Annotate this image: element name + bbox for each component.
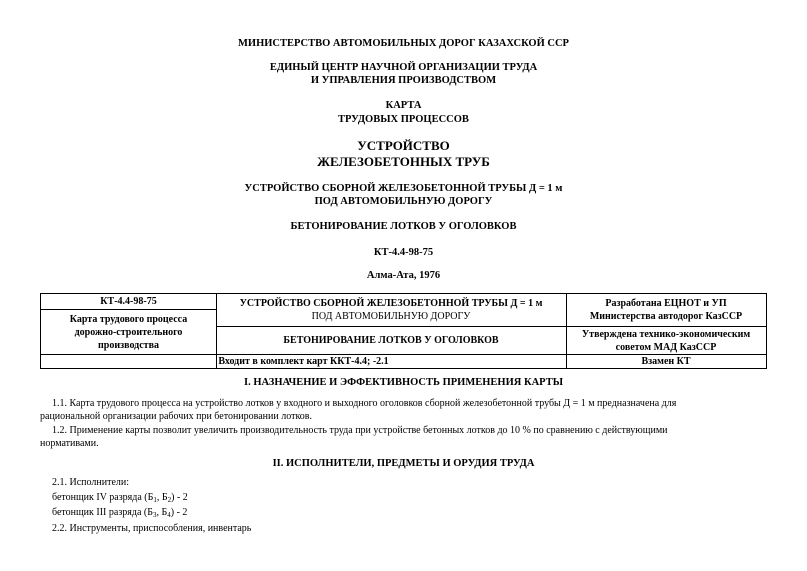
card-label-line2: ТРУДОВЫХ ПРОЦЕССОВ xyxy=(338,114,469,125)
worker-line-2: бетонщик III разряда ($Б_3$, $Б_4) - 2$ xyxy=(52,507,188,519)
center-name-line2: И УПРАВЛЕНИЯ ПРОИЗВОДСТВОМ xyxy=(310,75,497,86)
card-code: КТ-4.4-98-75 xyxy=(373,247,434,258)
place-year: Алма-Ата, 1976 xyxy=(366,270,441,281)
para-1-1-line1: 1.1. Карта трудового процесса на устройство лотков у входного и выходного оголовков сборной железобетонной трубы Д = 1 м предназначена для xyxy=(52,398,677,409)
card-type-line3: производства xyxy=(98,340,159,351)
subtitle-line2: ПОД АВТОМОБИЛЬНУЮ ДОРОГУ xyxy=(314,196,493,207)
header-title-line2: ПОД АВТОМОБИЛЬНУЮ ДОРОГУ xyxy=(311,311,471,322)
developed-by-line2: Министерства автодорог КазССР xyxy=(589,311,743,322)
section2-heading: II. ИСПОЛНИТЕЛИ, ПРЕДМЕТЫ И ОРУДИЯ ТРУДА xyxy=(272,458,535,469)
item-2-2: 2.2. Инструменты, приспособления, инвентарь xyxy=(52,523,252,534)
header-topic: БЕТОНИРОВАНИЕ ЛОТКОВ У ОГОЛОВКОВ xyxy=(283,335,499,346)
center-name-line1: ЕДИНЫЙ ЦЕНТР НАУЧНОЙ ОРГАНИЗАЦИИ ТРУДА xyxy=(269,62,538,73)
worker-line-1: бетонщик IV разряда ($Б_1$, $Б_2) - 2$ xyxy=(52,492,188,504)
card-type-line1: Карта трудового процесса xyxy=(69,314,188,325)
replaces-info: Взамен КТ xyxy=(641,356,691,367)
card-type-line2: дорожно-строительного xyxy=(74,327,183,338)
subtitle-line1: УСТРОЙСТВО СБОРНОЙ ЖЕЛЕЗОБЕТОННОЙ ТРУБЫ Д = 1 м xyxy=(244,183,563,194)
header-table xyxy=(40,293,767,369)
section1-heading: I. НАЗНАЧЕНИЕ И ЭФФЕКТИВНОСТЬ ПРИМЕНЕНИЯ КАРТЫ xyxy=(243,377,564,388)
topic-title: БЕТОНИРОВАНИЕ ЛОТКОВ У ОГОЛОВКОВ xyxy=(290,221,517,232)
developed-by-line1: Разработана ЕЦНОТ и УП xyxy=(605,298,727,309)
approved-by-line2: советом МАД КазССР xyxy=(615,342,717,353)
para-1-2-line1: 1.2. Применение карты позволит увеличить производительность труда при устройстве бетонных лотков до 10 % по сравнению с действующими xyxy=(52,425,668,436)
ministry-title: МИНИСТЕРСТВО АВТОМОБИЛЬНЫХ ДОРОГ КАЗАХСКОЙ ССР xyxy=(238,38,569,49)
para-1-1-line2: рациональной организации рабочих при бетонировании лотков. xyxy=(40,411,313,422)
header-code: КТ-4.4-98-75 xyxy=(100,296,157,307)
main-title-line1: УСТРОЙСТВО xyxy=(357,138,450,153)
para-1-2-line2: нормативами. xyxy=(40,438,99,449)
card-label-line1: КАРТА xyxy=(385,100,422,111)
header-title-line1: УСТРОЙСТВО СБОРНОЙ ЖЕЛЕЗОБЕТОННОЙ ТРУБЫ Д = 1 м xyxy=(239,298,543,309)
item-2-1: 2.1. Исполнители: xyxy=(52,477,130,488)
approved-by-line1: Утверждена технико-экономическим xyxy=(581,329,751,340)
set-info: Входит в комплект карт ККТ-4.4; -2.1 xyxy=(218,356,389,367)
main-title-line2: ЖЕЛЕЗОБЕТОННЫХ ТРУБ xyxy=(317,154,490,169)
